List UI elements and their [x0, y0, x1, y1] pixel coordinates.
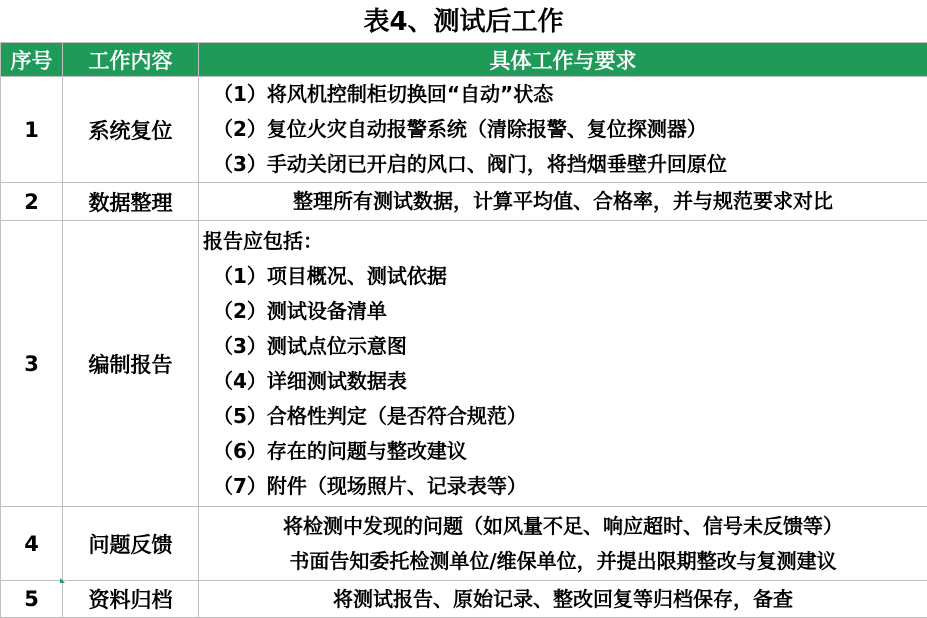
row-number: 4 — [1, 507, 63, 581]
detail-line: （1）项目概况、测试依据 — [213, 263, 447, 288]
detail-line: （4）详细测试数据表 — [213, 368, 407, 393]
row-details — [199, 507, 927, 581]
detail-line: 将检测中发现的问题（如风量不足、响应超时、信号未反馈等） — [283, 513, 843, 538]
row-number: 5 — [1, 581, 63, 618]
detail-line: （1）将风机控制柜切换回“自动”状态 — [213, 82, 554, 106]
table-row — [1, 221, 927, 507]
row-number: 1 — [1, 77, 63, 183]
row-details — [199, 221, 927, 507]
detail-line: （2）测试设备清单 — [213, 298, 387, 323]
detail-line: 报告应包括： — [203, 228, 323, 253]
table-title: 表4、测试后工作 — [363, 7, 564, 37]
detail-line: （2）复位火灾自动报警系统（清除报警、复位探测器） — [213, 117, 707, 141]
header-row — [1, 43, 927, 77]
cell-comment-marker — [60, 578, 65, 583]
detail-line: 将测试报告、原始记录、整改回复等归档保存，备查 — [333, 586, 793, 611]
detail-line: （6）存在的问题与整改建议 — [213, 438, 467, 463]
table-row — [1, 581, 927, 618]
row-details — [199, 77, 927, 183]
header-number: 序号 — [1, 43, 63, 77]
row-task: 资料归档 — [63, 581, 199, 618]
detail-line: （7）附件（现场照片、记录表等） — [213, 473, 527, 498]
detail-line: （5）合格性判定（是否符合规范） — [213, 403, 527, 428]
row-number: 3 — [1, 221, 63, 507]
row-task: 系统复位 — [63, 77, 199, 183]
detail-line: （3）测试点位示意图 — [213, 333, 407, 358]
row-task: 编制报告 — [63, 221, 199, 507]
detail-line: 书面告知委托检测单位/维保单位，并提出限期整改与复测建议 — [289, 548, 837, 573]
row-details — [199, 581, 927, 618]
header-task: 工作内容 — [63, 43, 199, 77]
table-row — [1, 183, 927, 221]
header-details: 具体工作与要求 — [199, 43, 927, 77]
work-table — [0, 42, 927, 618]
row-task: 数据整理 — [63, 183, 199, 221]
detail-line: 整理所有测试数据，计算平均值、合格率，并与规范要求对比 — [293, 189, 833, 213]
row-number: 2 — [1, 183, 63, 221]
table-row — [1, 507, 927, 581]
row-details — [199, 183, 927, 221]
row-task: 问题反馈 — [63, 507, 199, 581]
detail-line: （3）手动关闭已开启的风口、阀门，将挡烟垂壁升回原位 — [213, 152, 727, 176]
table-row — [1, 77, 927, 183]
